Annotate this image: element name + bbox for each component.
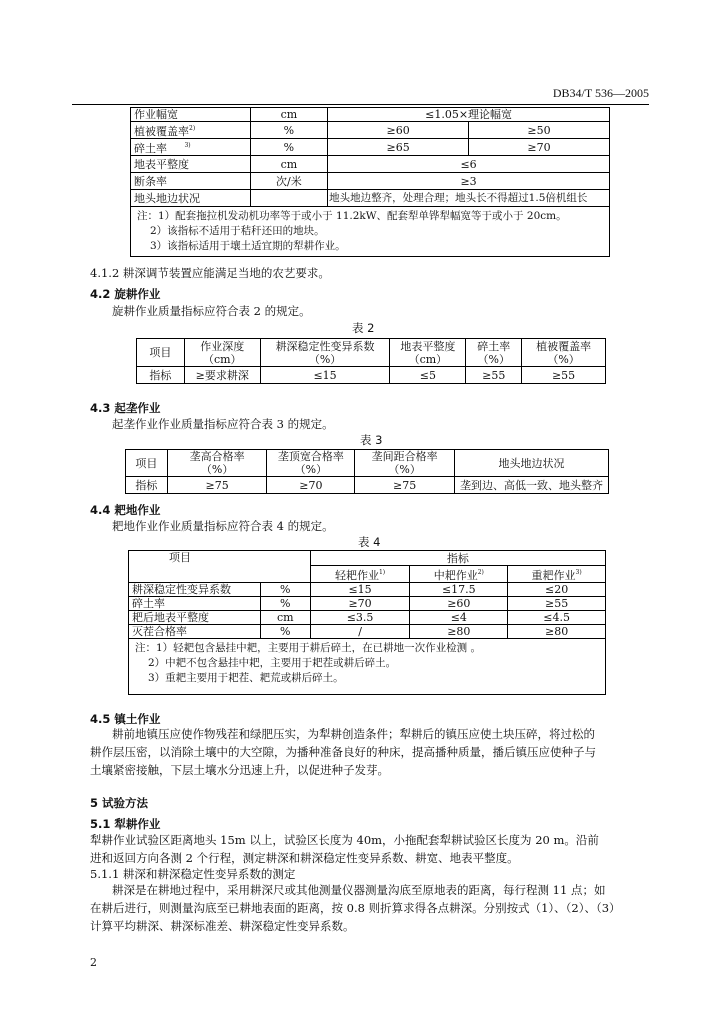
table-cell: ≥60 <box>328 122 469 139</box>
table-cell: 断条率 <box>131 173 251 190</box>
table-cell: 耙后地表平整度 <box>129 611 261 625</box>
table-cell: 地头地边整齐，处理合理；地头长不得超过1.5倍机组长 <box>328 190 610 207</box>
table-caption: 表 2 <box>352 321 375 335</box>
note-line: 2）中耙不包含悬挂中耙，主要用于耙茬或耕后碎土。 <box>148 657 397 669</box>
table-cell: % <box>260 625 310 639</box>
table-2 <box>136 338 606 384</box>
table-row <box>129 611 606 625</box>
table-cell: ≥55 <box>522 367 606 384</box>
table-cell: ≥要求耕深 <box>184 367 260 384</box>
table-header-cell: 项目 <box>126 450 168 477</box>
table-notes <box>131 207 610 257</box>
table-cell: ≥65 <box>328 139 469 156</box>
table-cell: cm <box>250 108 328 122</box>
table-cell: ≥55 <box>466 367 522 384</box>
table-header-cell: 耕深稳定性变异系数 （%） <box>260 339 390 367</box>
paragraph-line: 土壤紧密接触，下层土壤水分迅速上升，以促进种子发芽。 <box>90 763 389 777</box>
table-row <box>131 156 610 173</box>
clause-4-1-2: 4.1.2 耕深调节装置应能满足当地的农艺要求。 <box>90 266 330 280</box>
header-rule <box>72 104 649 105</box>
standard-code: DB34/T 536—2005 <box>552 86 649 100</box>
table-cell: 碎土率 <box>129 597 261 611</box>
paragraph-line: 在耕后进行，则测量沟底至已耕地表面的距离，按 0.8 则折算求得各点耕深。分别按式（1）、（2）、（3） <box>90 901 621 915</box>
table-row <box>131 139 610 156</box>
table-cell: 灭茬合格率 <box>129 625 261 639</box>
table-row <box>137 367 606 384</box>
table-header-cell: 地表平整度 （cm） <box>390 339 466 367</box>
table-note-row <box>129 639 606 695</box>
table-cell: ≥3 <box>328 173 610 190</box>
paragraph-line: 耕深是在耕地过程中，采用耕深尺或其他测量仪器测量沟底至原地表的距离，每行程测 11 点；如 <box>112 883 606 897</box>
table-cell: ≥60 <box>410 597 508 611</box>
table-cell: ≥75 <box>355 477 455 494</box>
table-header-cell: 项目 <box>137 339 185 367</box>
table-cell: % <box>260 597 310 611</box>
table-cell: ≥50 <box>469 122 610 139</box>
table-header-cell: 地头地边状况 <box>455 450 609 477</box>
table-cell: ≤15 <box>260 367 390 384</box>
table-header-cell: 垄顶宽合格率 （%） <box>267 450 355 477</box>
table-row <box>131 122 610 139</box>
section-heading: 4.3 起垄作业 <box>90 401 161 415</box>
table-cell: 指标 <box>126 477 168 494</box>
table-cell: 碎土率 $^{3)}$ <box>131 139 251 156</box>
table-note-row <box>131 207 610 257</box>
table-cell: cm <box>250 156 328 173</box>
table-cell: ≤15 <box>310 583 410 597</box>
paragraph-line: 犁耕作业试验区距离地头 15m 以上，试验区长度为 40m，小拖配套犁耕试验区长度为 20 m。沿前 <box>90 833 599 847</box>
table-cell: ≤1.05×理论幅宽 <box>328 108 610 122</box>
table-header-cell: 垄高合格率 （%） <box>167 450 267 477</box>
table-cell: ≤5 <box>390 367 466 384</box>
table-cell: ≤3.5 <box>310 611 410 625</box>
table-1 <box>130 107 610 257</box>
table-header-cell: 中耙作业$^{2)}$ <box>410 566 508 583</box>
table-cell: 耕深稳定性变异系数 <box>129 583 261 597</box>
table-row <box>129 583 606 597</box>
table-cell: 植被覆盖率$^{2)}$ <box>131 122 251 139</box>
table-header-cell: 重耙作业$^{3)}$ <box>508 566 606 583</box>
note-line: 2）该指标不适用于秸秆还田的地块。 <box>150 225 325 237</box>
table-notes <box>129 639 606 695</box>
table-caption: 表 4 <box>358 535 381 549</box>
note-line: 3）该指标适用于壤土适宜期的犁耕作业。 <box>150 240 346 252</box>
table-cell <box>250 190 328 207</box>
table-cell: 地表平整度 <box>131 156 251 173</box>
table-header-row <box>137 339 606 367</box>
table-header-cell: 碎土率 （%） <box>466 339 522 367</box>
paragraph-line: 耕作层压密，以消除土壤中的大空隙，为播种准备良好的种床，提高播种质量，播后镇压应使种子与 <box>90 745 596 759</box>
table-header-row <box>129 551 606 566</box>
section-heading: 5.1 犁耕作业 <box>90 817 161 831</box>
section-heading: 5 试验方法 <box>90 796 149 810</box>
section-heading: 4.2 旋耕作业 <box>90 287 161 301</box>
table-3 <box>125 449 609 494</box>
table-cell: cm <box>260 611 310 625</box>
section-intro: 旋耕作业质量指标应符合表 2 的规定。 <box>112 304 311 318</box>
table-cell: 次/米 <box>250 173 328 190</box>
table-cell: ≥70 <box>310 597 410 611</box>
table-cell: ≥55 <box>508 597 606 611</box>
table-cell: 指标 <box>137 367 185 384</box>
table-cell: 作业幅宽 <box>131 108 251 122</box>
table-cell: ≤17.5 <box>410 583 508 597</box>
table-row <box>129 597 606 611</box>
table-cell: ≤4 <box>410 611 508 625</box>
table-cell: ≥70 <box>267 477 355 494</box>
table-cell: / <box>310 625 410 639</box>
section-heading: 4.5 镇土作业 <box>90 712 161 726</box>
subsection-heading: 5.1.1 耕深和耕深稳定性变异系数的测定 <box>90 867 296 881</box>
table-cell: ≤6 <box>328 156 610 173</box>
table-4 <box>128 550 606 695</box>
table-cell: ≥70 <box>469 139 610 156</box>
table-row <box>126 477 609 494</box>
section-heading: 4.4 耙地作业 <box>90 503 161 517</box>
table-row <box>131 190 610 207</box>
table-header-cell: 植被覆盖率 （%） <box>522 339 606 367</box>
table-cell: 垄到边、高低一致、地头整齐 <box>455 477 609 494</box>
note-line: 3）重耙主要用于耙茬、耙荒或耕后碎土。 <box>148 672 344 684</box>
table-row <box>131 173 610 190</box>
table-cell: ≥75 <box>167 477 267 494</box>
table-cell: ≤20 <box>508 583 606 597</box>
table-cell: % <box>250 139 328 156</box>
note-line: 注：1）轻耙包含悬挂中耙，主要用于耕后碎土，在已耕地一次作业检测 。 <box>135 642 482 654</box>
table-header-cell: 垄间距合格率 （%） <box>355 450 455 477</box>
table-cell: ≥80 <box>410 625 508 639</box>
paragraph-line: 耕前地镇压应使作物残茬和绿肥压实，为犁耕创造条件；犁耕后的镇压应使土块压碎，将过松的 <box>112 727 595 741</box>
table-cell: ≥80 <box>508 625 606 639</box>
section-intro: 起垄作业作业质量指标应符合表 3 的规定。 <box>112 417 334 431</box>
table-caption: 表 3 <box>360 433 383 447</box>
table-header-cell: 指标 <box>310 551 605 566</box>
table-header-cell: 轻耙作业$^{1)}$ <box>310 566 410 583</box>
table-cell: % <box>260 583 310 597</box>
paragraph-line: 计算平均耕深、耕深标准差、耕深稳定性变异系数。 <box>90 919 355 933</box>
table-cell: % <box>250 122 328 139</box>
table-header-row <box>126 450 609 477</box>
table-row <box>129 625 606 639</box>
page-number: 2 <box>90 956 97 969</box>
table-header-cell: 作业深度 （cm） <box>184 339 260 367</box>
table-cell: 地头地边状况 <box>131 190 251 207</box>
table-cell: ≤4.5 <box>508 611 606 625</box>
section-intro: 耙地作业作业质量指标应符合表 4 的规定。 <box>112 519 334 533</box>
note-line: 注：1）配套拖拉机发动机功率等于或小于 11.2kW、配套犁单铧犁幅宽等于或小于 20cm。 <box>137 210 567 222</box>
paragraph-line: 进和返回方向各测 2 个行程，测定耕深和耕深稳定性变异系数、耕宽、地表平整度。 <box>90 851 519 865</box>
table-row <box>131 108 610 122</box>
table-header-cell: 项目 <box>129 551 311 583</box>
